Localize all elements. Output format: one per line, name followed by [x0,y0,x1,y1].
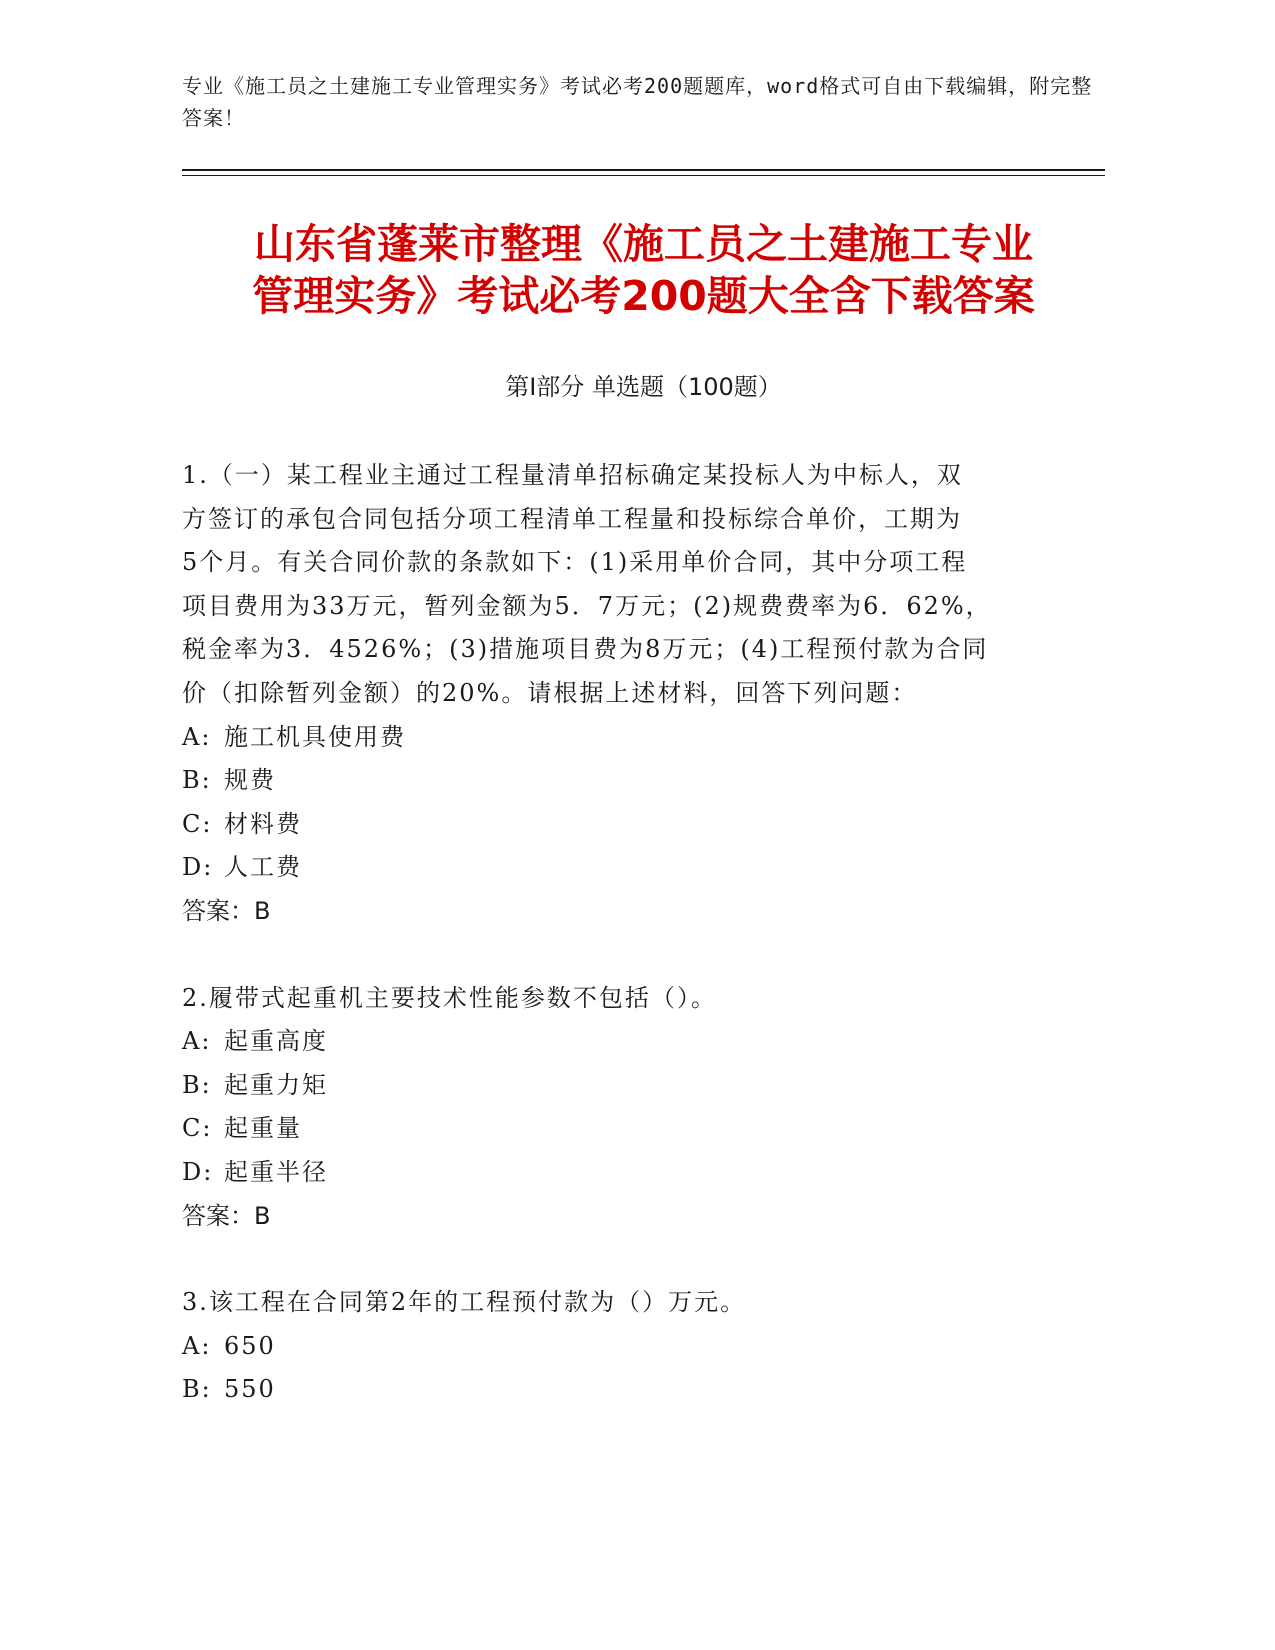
option-text: 人工费 [224,853,302,882]
option-text: 施工机具使用费 [224,722,406,751]
option-key: D: [182,1157,214,1186]
option-key: C: [182,809,213,838]
header-divider-thick [182,169,1105,171]
question-list [182,454,1022,1455]
answer-option [182,1368,1022,1412]
option-text: 550 [224,1375,276,1404]
document-title-line2: 管理实务》考试必考200题大全含下载答案 [252,272,1035,320]
option-text: 规费 [224,766,276,795]
answer-option [182,716,1022,760]
document-title [182,218,1105,322]
answer-option [182,1064,1022,1108]
answer-line: 答案：B [182,896,271,925]
question-stem-line: 2.履带式起重机主要技术性能参数不包括（）。 [182,983,717,1012]
answer-option [182,1020,1022,1064]
option-key: B: [182,1070,212,1099]
option-text: 650 [224,1331,276,1360]
answer-option [182,1107,1022,1151]
section-title: 第Ⅰ部分 单选题（100题） [505,373,782,401]
document-title-line1: 山东省蓬莱市整理《施工员之土建施工专业 [254,220,1033,268]
answer-option [182,1325,1022,1369]
option-text: 起重高度 [224,1027,328,1056]
option-key: A: [182,722,212,751]
question-stem-line: 项目费用为33万元，暂列金额为5．7万元；(2)规费费率为6．62%， [182,591,992,620]
question-stem-line: 价（扣除暂列金额）的20%。请根据上述材料，回答下列问题： [182,678,918,707]
option-text: 起重量 [224,1114,302,1143]
answer-option [182,846,1022,890]
option-key: A: [182,1331,212,1360]
option-key: B: [182,1375,212,1404]
question-3 [182,1281,1022,1412]
question-stem-line: 3.该工程在合同第2年的工程预付款为（）万元。 [182,1288,747,1317]
question-1 [182,454,1022,934]
option-key: B: [182,766,212,795]
question-2 [182,977,1022,1239]
header-note: 专业《施工员之土建施工专业管理实务》考试必考200题题库，word格式可自由下载编辑，附完整答案！ [182,74,1093,130]
answer-option [182,759,1022,803]
option-key: A: [182,1027,212,1056]
question-stem-line: 1.（一）某工程业主通过工程量清单招标确定某投标人为中标人，双 [182,461,963,489]
option-key: D: [182,853,214,882]
question-stem-line: 5个月。有关合同价款的条款如下：(1)采用单价合同，其中分项工程 [182,548,968,577]
option-text: 起重力矩 [224,1070,328,1099]
answer-line: 答案：B [182,1201,271,1230]
option-text: 材料费 [224,809,302,838]
answer-option [182,803,1022,847]
option-key: C: [182,1114,213,1143]
header-divider-thin [182,175,1105,176]
question-stem-line: 方签订的承包合同包括分项工程清单工程量和投标综合单价，工期为 [182,504,962,533]
question-stem-line: 税金率为3．4526%；(3)措施项目费为8万元；(4)工程预付款为合同 [182,635,989,664]
option-text: 起重半径 [224,1157,328,1186]
answer-option [182,1151,1022,1195]
